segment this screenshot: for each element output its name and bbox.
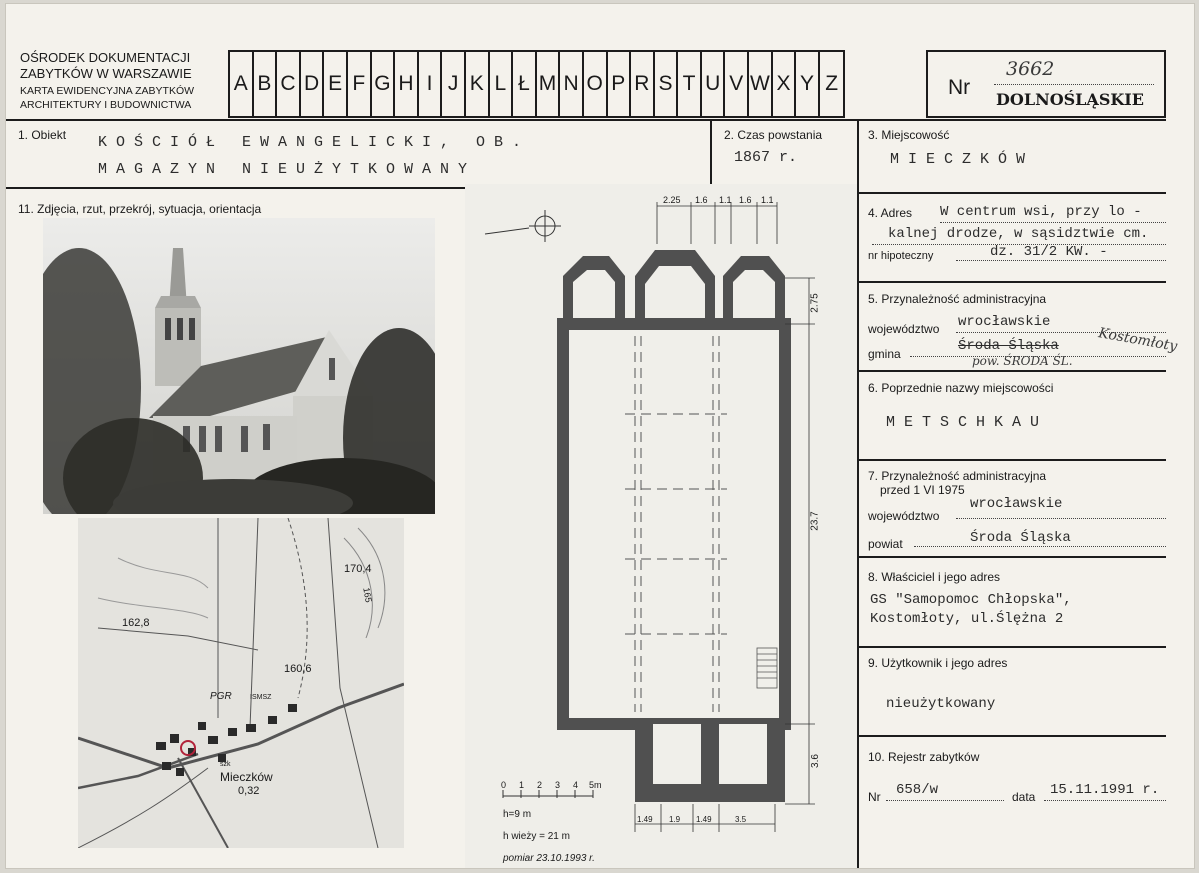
dim-bottom-2: 1.9 xyxy=(669,815,681,824)
scale-2: 2 xyxy=(537,780,543,790)
object-value-line2: MAGAZYN NIEUŻYTKOWANY xyxy=(98,161,477,178)
index-letter-16: P xyxy=(608,52,632,116)
dim-bottom-4: 3.5 xyxy=(735,815,747,824)
voivodeship-value: wrocławskie xyxy=(958,314,1051,330)
dim-top-4: 1.6 xyxy=(739,195,752,205)
index-letter-17: R xyxy=(631,52,655,116)
survey-date-note: pomiar 23.10.1993 r. xyxy=(503,853,595,864)
rule-under-locality xyxy=(858,192,1166,194)
index-letter-12: Ł xyxy=(513,52,537,116)
index-letter-8: I xyxy=(419,52,443,116)
index-letter-3: D xyxy=(301,52,325,116)
map-elevation-1: 170,4 xyxy=(344,563,372,575)
user-label: 9. Użytkownik i jego adres xyxy=(868,656,1008,670)
object-value-line1: KOŚCIÓŁ EWANGELICKI, OB. xyxy=(98,134,531,151)
date-value: 1867 r. xyxy=(734,149,798,166)
index-letter-1: B xyxy=(254,52,278,116)
record-number-box xyxy=(926,50,1166,118)
org-name-line2: ZABYTKÓW W WARSZAWIE xyxy=(20,66,192,81)
dim-top-5: 1.1 xyxy=(761,195,774,205)
mortgage-label: nr hipoteczny xyxy=(868,250,934,262)
dim-top-1: 2.25 xyxy=(663,195,681,205)
prev-admin-date: przed 1 VI 1975 xyxy=(880,483,965,497)
commune-dots xyxy=(910,356,1166,357)
index-letter-18: S xyxy=(655,52,679,116)
map-school-label: szk xyxy=(220,761,231,768)
mortgage-dots xyxy=(956,260,1166,261)
index-letter-22: W xyxy=(749,52,773,116)
rule-after-user xyxy=(858,735,1166,737)
prev-voivodeship-label: województwo xyxy=(868,509,940,523)
rule-object-date xyxy=(710,119,712,187)
dim-top-3: 1.1 xyxy=(719,195,732,205)
commune-value: Środa Śląska xyxy=(958,338,1059,354)
floor-plan xyxy=(465,184,857,868)
address-line1: W centrum wsi, przy lo - xyxy=(940,204,1142,220)
scale-3: 3 xyxy=(555,780,561,790)
index-letter-7: H xyxy=(395,52,419,116)
dim-top-2: 1.6 xyxy=(695,195,708,205)
index-letter-20: U xyxy=(702,52,726,116)
locality-label: 3. Miejscowość xyxy=(868,128,950,142)
index-letter-0: A xyxy=(230,52,254,116)
card-type-line1: KARTA EWIDENCYJNA ZABYTKÓW xyxy=(20,85,195,97)
index-letter-11: L xyxy=(490,52,514,116)
index-letter-14: N xyxy=(560,52,584,116)
map-village-sublabel: 0,32 xyxy=(238,785,260,797)
commune-handwritten: Kostomłoty xyxy=(1097,325,1179,355)
nr-label: Nr xyxy=(948,76,971,99)
rule-right-column xyxy=(857,119,859,868)
voivodeship-label: województwo xyxy=(868,322,940,336)
index-letter-25: Z xyxy=(825,72,839,95)
location-map xyxy=(78,518,404,848)
index-letter-5: F xyxy=(348,52,372,116)
map-elevation-3: 160,6 xyxy=(284,663,312,675)
address-dots1 xyxy=(940,222,1166,223)
rule-after-previous xyxy=(858,459,1166,461)
index-letter-4: E xyxy=(324,52,348,116)
county-dots xyxy=(914,546,1166,547)
map-village-label: Mieczków xyxy=(220,770,273,784)
rule-after-prev-admin xyxy=(858,556,1166,558)
index-letter-10: K xyxy=(466,52,490,116)
prev-voivodeship-value: wrocławskie xyxy=(970,496,1063,512)
previous-names-value: METSCHKAU xyxy=(886,414,1049,431)
register-number-dots xyxy=(886,800,1004,801)
address-label: 4. Adres xyxy=(868,206,913,220)
register-date-dots xyxy=(1044,800,1166,801)
user-value: nieużytkowany xyxy=(886,696,996,712)
nr-value: 3662 xyxy=(1006,58,1055,80)
church-photo xyxy=(43,218,435,514)
county-label: powiat xyxy=(868,537,903,551)
address-line2: kalnej drodze, w sąsidztwie cm. xyxy=(888,226,1149,242)
mortgage-value: dz. 31/2 KW. - xyxy=(990,244,1108,260)
dim-bottom-3: 1.49 xyxy=(696,815,712,824)
scale-5m: 5m xyxy=(589,780,602,790)
index-letter-23: X xyxy=(773,52,797,116)
dim-right-3: 3.6 xyxy=(809,754,821,768)
record-card xyxy=(6,4,1194,868)
commune-label: gmina xyxy=(868,347,901,361)
floor-plan-drawing xyxy=(465,184,857,868)
index-letter-2: C xyxy=(277,52,301,116)
rule-after-admin xyxy=(858,370,1166,372)
rule-after-address xyxy=(858,281,1166,283)
dim-bottom-1: 1.49 xyxy=(637,815,653,824)
index-letter-13: M xyxy=(537,52,561,116)
admin-label: 5. Przynależność administracyjna xyxy=(868,292,1047,306)
previous-names-label: 6. Poprzednie nazwy miejscowości xyxy=(868,381,1054,395)
dim-right-2: 23.7 xyxy=(809,511,821,531)
owner-line1: GS "Samopomoc Chłopska", xyxy=(870,592,1072,608)
index-letter-19: T xyxy=(678,52,702,116)
prev-voivodeship-dots xyxy=(956,518,1166,519)
scale-4: 4 xyxy=(573,780,579,790)
photos-label: 11. Zdjęcia, rzut, przekrój, sytuacja, orientacja xyxy=(18,202,262,216)
region-stamp: DOLNOŚLĄSKIE xyxy=(996,90,1144,109)
index-letter-21: V xyxy=(725,52,749,116)
locality-value: MIECZKÓW xyxy=(890,151,1035,168)
object-label: 1. Obiekt xyxy=(18,128,67,142)
county-value: Środa Śląska xyxy=(970,530,1071,546)
index-letter-6: G xyxy=(372,52,396,116)
register-number-value: 658/w xyxy=(896,782,939,798)
owner-label: 8. Właściciel i jego adres xyxy=(868,570,1001,584)
index-letter-9: J xyxy=(442,52,466,116)
map-pgr-label: PGR xyxy=(210,691,232,702)
index-letter-24: Y xyxy=(796,52,820,116)
nr-dotted-line xyxy=(994,84,1154,85)
date-label: 2. Czas powstania xyxy=(724,128,823,142)
rule-after-owner xyxy=(858,646,1166,648)
index-letter-strip xyxy=(228,50,845,118)
rule-under-header xyxy=(6,119,1166,121)
register-date-label: data xyxy=(1012,790,1036,804)
church-photo-drawing xyxy=(43,218,435,514)
map-smsz-label: ISMSZ xyxy=(250,694,272,701)
register-label: 10. Rejestr zabytków xyxy=(868,750,980,764)
district-handwritten: pow. ŚRODA ŚL. xyxy=(972,354,1073,368)
tower-height-note: h wieży = 21 m xyxy=(503,831,570,842)
card-type-line2: ARCHITEKTURY I BUDOWNICTWA xyxy=(20,99,192,111)
prev-admin-label: 7. Przynależność administracyjna xyxy=(868,469,1047,483)
index-letter-15: O xyxy=(584,52,608,116)
dim-right-1: 2.75 xyxy=(809,293,821,313)
height-note: h=9 m xyxy=(503,809,532,820)
owner-line2: Kostomłoty, ul.Ślężna 2 xyxy=(870,611,1064,627)
scale-1: 1 xyxy=(519,780,525,790)
register-number-label: Nr xyxy=(868,790,881,804)
scale-0: 0 xyxy=(501,780,507,790)
org-name-line1: OŚRODEK DOKUMENTACJI xyxy=(20,50,191,65)
map-contour-label: 165 xyxy=(361,586,374,604)
map-elevation-2: 162,8 xyxy=(122,617,150,629)
register-date-value: 15.11.1991 r. xyxy=(1050,782,1160,798)
